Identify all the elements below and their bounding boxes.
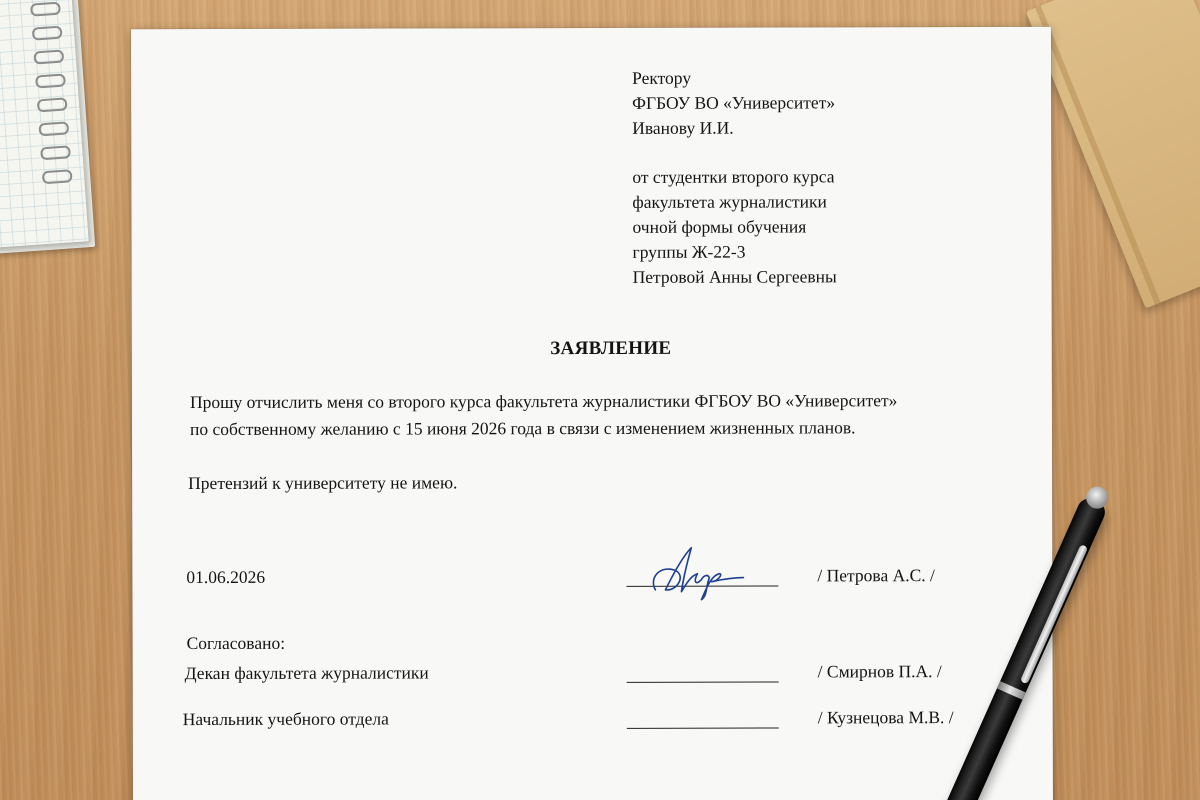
addressee-line: Иванову И.И. [632,117,734,138]
addressee-line: Ректору [632,67,692,88]
sender-line: группы Ж-22-3 [632,241,746,262]
cardboard-folder [1026,0,1200,308]
sender-line: очной формы обучения [632,216,807,237]
body-line: Прошу отчислить меня со второго курса факультета журналистики ФГБОУ ВО «Университет» [189,390,898,413]
spiral-ring [37,97,68,112]
approval-row-education-office [133,707,1053,730]
spiral-ring [35,73,66,88]
spiral-ring [40,145,71,160]
approver-signature-line [627,708,779,729]
sender-line: факультета журналистики [632,191,827,212]
addressee-block [632,65,837,290]
applicant-name: / Петрова А.С. / [817,565,935,586]
spiral-ring [42,169,73,184]
approver-name: / Смирнов П.А. / [817,661,942,682]
document-title: ЗАЯВЛЕНИЕ [550,337,672,360]
approver-name: / Кузнецова М.В. / [817,707,954,728]
addressee-gap [632,140,836,165]
body-line: по собственному желанию с 15 июня 2026 года в связи с изменением жизненных планов. [189,417,856,440]
sender-line: от студентки второго курса [632,166,835,187]
approved-label: Согласовано: [186,632,286,654]
no-claims-statement: Претензий к университету не имею. [188,472,458,494]
spiral-ring [32,26,63,41]
sender-line: Петровой Анны Сергеевны [632,266,837,287]
application-document [131,27,1053,800]
spiral-ring [33,50,64,65]
approver-role: Декан факультета журналистики [184,662,429,684]
spiral-ring [38,121,69,136]
signature-date: 01.06.2026 [186,566,266,588]
signature-row [132,565,1052,588]
addressee-line: ФГБОУ ВО «Университет» [632,92,836,113]
spiral-ring [30,2,61,17]
handwritten-signature [647,544,747,602]
approver-signature-line [627,662,779,683]
spiral-notebook [0,0,89,248]
application-body [190,387,1010,443]
approval-row-dean [133,661,1053,684]
approver-role: Начальник учебного отдела [182,708,389,730]
